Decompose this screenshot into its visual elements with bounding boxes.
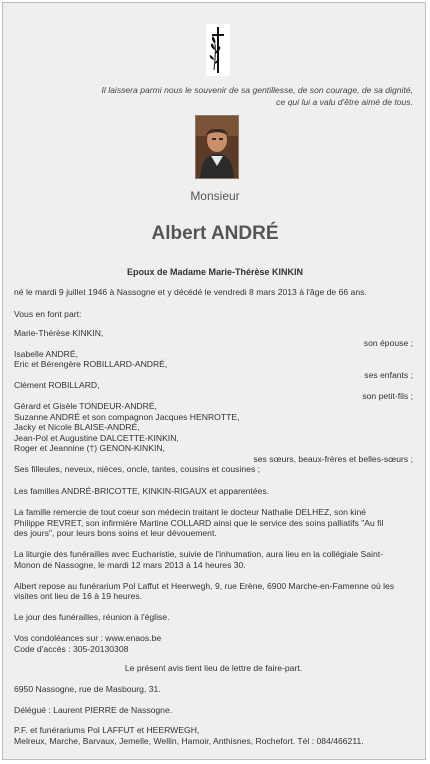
rest-line: visites ont lieu de 16 à 19 heures. [14, 591, 143, 601]
grandchild-label: son petit-fils ; [362, 391, 413, 401]
extended-family-line: Ses filleules, neveux, nièces, oncle, tantes, cousins et cousines ; [14, 464, 261, 474]
thanks-line: La famille remercie de tout coeur son médecin traitant le docteur Nathalie DELHEZ, son kiné [14, 507, 367, 517]
obituary-card [2, 2, 426, 760]
thanks-line: des jours", pour leurs bons soins et leur dévouement. [14, 528, 217, 538]
children-line: Eric et Bérengère ROBILLARD-ANDRÉ, [14, 359, 168, 369]
siblings-line: Roger et Jeannine (†) GENON-KINKIN, [14, 443, 165, 453]
birth-death-line: né le mardi 9 juillet 1946 à Nassogne et y décédé le vendredi 8 mars 2013 à l'âge de 66 ans. [14, 287, 367, 297]
civility: Monsieur [190, 189, 240, 203]
portrait-photo [195, 115, 239, 179]
children-line: Isabelle ANDRÉ, [14, 349, 79, 359]
meeting-line: Le jour des funérailles, réunion à l'église. [14, 612, 170, 622]
crucifix-lily-icon [206, 24, 230, 76]
siblings-line: Jean-Pol et Augustine DALCETTE-KINKIN, [14, 433, 179, 443]
siblings-line: Jacky et Nicole BLAISE-ANDRÉ, [14, 422, 140, 432]
grandchild-line: Clément ROBILLARD, [14, 380, 100, 390]
condolences-line: Vos condoléances sur : www.enaos.be [14, 633, 162, 643]
notice-note: Le présent avis tient lieu de lettre de faire-part. [124, 663, 303, 673]
funeral-home-line: P.F. et funérariums Pol LAFFUT et HEERWEGH, [14, 725, 200, 735]
liturgy-line: Monon de Nassogne, le mardi 12 mars 2013 à 14 heures 30. [14, 560, 246, 570]
quote-line: Il laissera parmi nous le souvenir de sa gentillesse, de son courage, de sa dignité, [101, 85, 413, 95]
children-label: ses enfants ; [364, 370, 413, 380]
quote-line: ce qui lui a valu d'être aimé de tous. [276, 97, 413, 107]
memorial-quote [53, 84, 413, 108]
siblings-line: Gérard et Gisèle TONDEUR-ANDRÉ, [14, 401, 157, 411]
siblings-line: Suzanne ANDRÉ et son compagnon Jacques HENROTTE, [14, 412, 240, 422]
address-line: 6950 Nassogne, rue de Masbourg, 31. [14, 684, 161, 694]
families-line: Les familles ANDRÉ-BRICOTTE, KINKIN-RIGAUX et apparentées. [14, 486, 270, 496]
thanks-line: Philippe REVRET, son infirmière Martine COLLARD ainsi que le service des soins palliatifs "Au fil [14, 518, 384, 528]
deceased-name: Albert ANDRÉ [151, 223, 279, 244]
spouse-label: son épouse ; [363, 338, 413, 348]
access-code-line: Code d'accès : 305-20130308 [14, 644, 129, 654]
delegate-line: Délégué : Laurent PIERRE de Nassogne. [14, 705, 173, 715]
spouse-line: Epoux de Madame Marie-Thérèse KINKIN [126, 267, 304, 277]
siblings-label: ses sœurs, beaux-frères et belles-sœurs ; [253, 454, 413, 464]
family-intro: Vous en font part: [14, 309, 82, 319]
rest-line: Albert repose au funérarium Pol Laffut et Heerwegh, 9, rue Erène, 6900 Marche-en-Famenne où les [14, 581, 395, 591]
liturgy-line: La liturgie des funérailles avec Eucharistie, suivie de l'inhumation, aura lieu en la collégiale Saint- [14, 549, 383, 559]
funeral-home-line: Melreux, Marche, Barvaux, Jemelle, Wellin, Hamoir, Anthisnes, Rochefort. Tél : 084/466211. [14, 736, 364, 746]
spouse-name: Marie-Thérèse KINKIN, [14, 328, 104, 338]
